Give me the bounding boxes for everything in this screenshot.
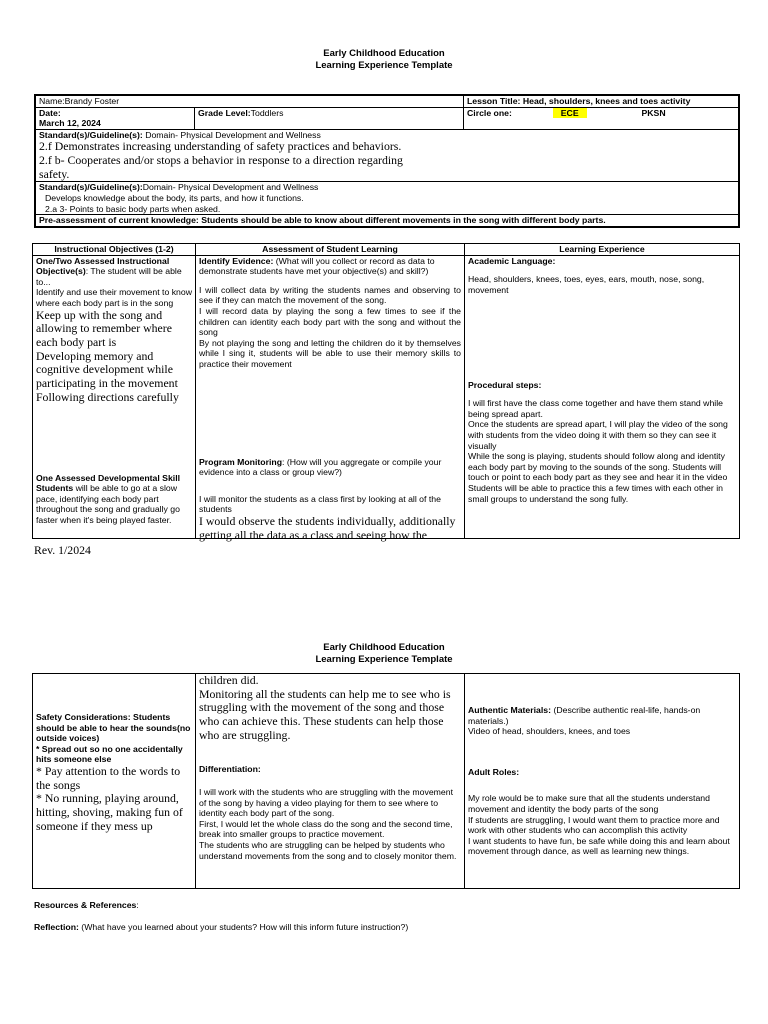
procedural-p2: Once the students are spread apart, I will play the video of the song with students from the video doing it with them so they can see it visually [468, 419, 728, 451]
col-header-objectives: Instructional Objectives (1-2) [33, 244, 196, 256]
differentiation-p1: I will work with the students who are struggling with the movement of the song by having a video playing for them to see where to identity each body part of the song. [199, 786, 453, 819]
page1-header [0, 48, 768, 72]
standard2-line2: 2.a 3- Points to basic body parts when asked. [45, 203, 221, 214]
standard2-line1: Develops knowledge about the body, its parts, and how it functions. [45, 193, 304, 204]
procedural-p3: While the song is playing, students should follow along and identity each body part by moving to the sounds of the song. Students will touch or point to each body part as they see and hear it in the video [468, 451, 728, 483]
date-label: Date: [39, 107, 61, 118]
identify-evidence-p3: By not playing the song and letting the children do it by themselves while I sing it, students will be able to use their memory skills to practice their movement [199, 337, 461, 370]
standard1-line2: 2.f b- Cooperates and/or stops a behavior in response to a direction regarding safety. [39, 153, 403, 181]
dev-skill-block [36, 473, 192, 526]
standard1-label: Standard(s)/Guideline(s): [39, 129, 143, 140]
procedural-block [468, 380, 736, 505]
identify-evidence-prompt: (What will you collect or record as data to demonstrate students have met your objective(s) and skill?) [199, 255, 435, 277]
materials-cell [465, 674, 740, 889]
objective-serif1: Keep up with the song and allowing to remember where each body part is [36, 307, 172, 349]
standard2-label: Standard(s)/Guideline(s): [39, 182, 143, 193]
continued-serif-paragraph: Monitoring all the students can help me to see who is struggling with the movement of the song and those who can achieve this. These students can help those who are struggling. [199, 686, 451, 742]
safety-heading: Safety Considerations: Students should be able to hear the sounds(no outside voices) [36, 712, 191, 744]
objectives-heading: One/Two Assessed Instructional Objective(s) [36, 255, 170, 277]
program-monitoring-p1: I will monitor the students as a class first by looking at all of the students [199, 493, 441, 515]
date-value: March 12, 2024 [39, 118, 101, 129]
identify-evidence-p2: I will record data by playing the song a few times to see if the children can identity each body part with the song and without the song [199, 306, 461, 338]
grade-cell [195, 107, 464, 129]
circle-cell [464, 107, 740, 129]
procedural-p4: Students will be able to practice this a few times with each other in small groups to understand the song fully. [468, 483, 723, 504]
objective-line1: Identify and use their movement to know where each body part is in the song [36, 287, 192, 309]
objectives-intro: : The student will be able to... [36, 266, 182, 287]
dev-skill-heading: One Assessed Developmental Skill [36, 472, 181, 483]
authentic-materials-prompt: (Describe authentic real-life, hands-on materials.) [468, 705, 701, 726]
reflection [34, 922, 408, 933]
differentiation-p3: The students who are struggling can be helped by students who understand movements from the song and to closely monitor them. [199, 840, 457, 861]
date-cell [35, 107, 195, 129]
dev-skill-text: will be able to go at a slow pace, identifying each body part throughout the song and gradually go faster when it's being played faster. [36, 483, 180, 526]
lesson-title-cell [464, 95, 740, 107]
identify-evidence-p1: I will collect data by writing the students names and observing to see if they can match the movement of the song. [199, 284, 461, 306]
standard1-domain: Domain- Physical Development and Wellness [142, 129, 321, 140]
safety-serif2: * No running, playing around, hitting, shoving, making fun of someone if they mess up [36, 791, 183, 833]
name-cell [35, 95, 464, 107]
resources-label: Resources & References [34, 900, 137, 910]
differentiation-p2: First, I would let the whole class do the song and the second time, break into smaller groups to practice movement. [199, 818, 453, 840]
dev-skill-students: Students [36, 483, 74, 494]
resources-references [34, 900, 139, 911]
academic-language-value: Head, shoulders, knees, toes, eyes, ears, mouth, nose, song, movement [468, 274, 705, 295]
circle-option-pksn: PKSN [641, 107, 666, 118]
page1-header-line1: Early Childhood Education [323, 48, 445, 59]
experience-cell [465, 255, 740, 538]
program-monitoring-serif: I would observe the students individually, additionally getting all the data as a class and seeing how the [199, 514, 456, 542]
name-label: Name: [39, 96, 65, 106]
adult-roles-label: Adult Roles: [468, 766, 520, 777]
program-monitoring-block [199, 457, 461, 543]
program-monitoring-prompt: : (How will you aggregate or compile your evidence into a class or group view?) [199, 456, 442, 478]
page2-header-line1: Early Childhood Education [323, 642, 445, 653]
continued-assessment-cell [196, 674, 465, 889]
differentiation-label: Differentiation: [199, 764, 261, 775]
adult-roles-p1: My role would be to make sure that all the students understand movement and identity the body parts of the song [468, 793, 710, 815]
adult-roles-p3: I want students to have fun, be safe while doing this and learn about movement through dance, as well as learning new things. [468, 835, 730, 857]
safety-serif1: * Pay attention to the words to the songs [36, 764, 181, 792]
col-header-assessment: Assessment of Student Learning [196, 244, 465, 256]
lesson-title-value: Head, shoulders, knees and toes activity [522, 96, 691, 106]
col-header-experience: Learning Experience [465, 244, 740, 256]
safety-cell [33, 674, 196, 889]
lesson-info-table [34, 94, 740, 228]
identify-evidence-label: Identify Evidence: [199, 255, 274, 266]
safety-bullet1: * Spread out so no one accidentally hits someone else [36, 743, 183, 765]
objective-serif3: Following directions carefully [36, 389, 179, 404]
reflection-label: Reflection: [34, 922, 79, 932]
standard1-cell [35, 129, 739, 182]
assessment-cell [196, 255, 465, 542]
standard2-cell [35, 182, 739, 215]
page2-header-line2: Learning Experience Template [315, 653, 453, 665]
page2-header [0, 642, 768, 666]
standard2-domain: Domain- Physical Development and Wellness [142, 182, 319, 193]
page1-header-line2: Learning Experience Template [315, 59, 453, 71]
authentic-materials-label: Authentic Materials: [468, 705, 552, 715]
plan-table [32, 243, 740, 542]
plan-table-continued [32, 673, 740, 889]
reflection-prompt: (What have you learned about your students? How will this inform future instruction?) [78, 922, 409, 932]
preassessment-cell: Pre-assessment of current knowledge: Students should be able to know about different movements in the song with different body parts. [35, 215, 739, 227]
resources-colon: : [136, 900, 139, 910]
revision-note: Rev. 1/2024 [34, 543, 91, 557]
circle-option-ece: ECE [553, 108, 587, 118]
procedural-steps-label: Procedural steps: [468, 379, 542, 390]
name-value: Brandy Foster [64, 96, 120, 106]
lesson-title-label: Lesson Title: [467, 96, 521, 106]
procedural-p1: I will first have the class come together and have them stand while being spread apart. [468, 398, 723, 419]
adult-roles-p2: If students are struggling, I would want them to practice more and work with other students who can accomplish this activity [468, 814, 720, 836]
academic-language-label: Academic Language: [468, 255, 556, 266]
program-monitoring-label: Program Monitoring [199, 456, 283, 467]
continued-serif-line: children did. [199, 673, 259, 687]
objective-serif2: Developing memory and cognitive development while participating in the movement [36, 348, 178, 391]
objectives-cell [33, 255, 196, 538]
grade-label: Grade Level: [198, 107, 251, 118]
authentic-materials-value: Video of head, shoulders, knees, and toes [468, 726, 631, 737]
standard1-line1: 2.f Demonstrates increasing understanding of safety practices and behaviors. [39, 139, 402, 154]
circle-label: Circle one: [467, 107, 512, 118]
grade-value: Toddlers [250, 107, 284, 118]
